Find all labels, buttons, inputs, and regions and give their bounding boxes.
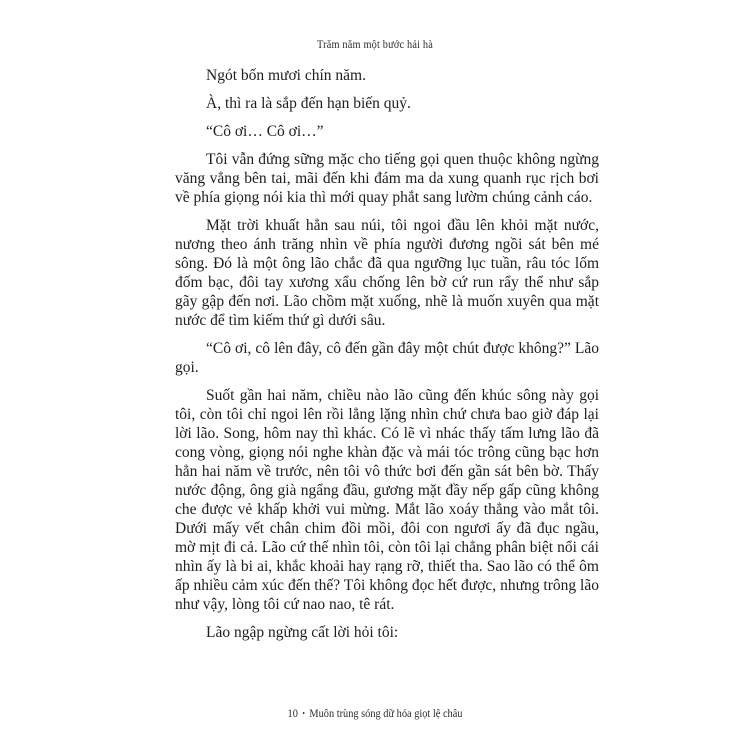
paragraph: “Cô ơi, cô lên đây, cô đến gần đây một chút được không?” Lão gọi. <box>175 340 599 376</box>
paragraph: “Cô ơi… Cô ơi…” <box>206 123 324 140</box>
paragraph: Ngót bốn mươi chín năm. <box>206 67 366 84</box>
footer-separator: • <box>302 708 305 718</box>
running-header <box>53 37 698 52</box>
book-title: Muôn trùng sóng dữ hóa giọt lệ châu <box>309 708 463 720</box>
paragraph: Mặt trời khuất hẳn sau núi, tôi ngoi đầu lên khỏi mặt nước, nương theo ánh trăng nhìn về phía người đương ngồi sát bên mé sông. Đó là một ông lão chắc đã qua ngưỡng lục tuần, râu tóc lốm đốm bạc, đôi tay xương xẩu chống lên bờ cứ run rẩy thể như sắp gãy gập đến nơi. Lão chồm mặt xuống, nhẽ là muốn xuyên qua mặt nước để tìm kiếm thứ gì dưới sâu. <box>175 217 599 329</box>
paragraph: Tôi vẫn đứng sững mặc cho tiếng gọi quen thuộc không ngừng văng vẳng bên tai, mãi đến khi đám ma da xung quanh rục rịch bơi về phía giọng nói kia thì mới quay phắt sang lườm chúng cảnh cáo. <box>175 151 599 206</box>
paragraph: Suốt gần hai năm, chiều nào lão cũng đến khúc sông này gọi tôi, còn tôi chỉ ngoi lên rồi lẳng lặng nhìn chứ chưa bao giờ đáp lại lời lão. Song, hôm nay thì khác. Có lẽ vì nhác thấy tấm lưng lão đã cong vòng, giọng nói nghe khàn đặc và mái tóc trông cũng bạc hơn hẳn hai năm về trước, nên tôi vô thức bơi đến gần sát bên bờ. Thấy nước động, ông già ngẩng đầu, gương mặt đầy nếp gấp cũng không che được vẻ khấp khởi vui mừng. Mắt lão xoáy thẳng vào mắt tôi. Dưới mấy vết chân chim đồi mồi, đôi con ngươi ấy đã đục ngầu, mờ mịt đi cả. Lão cứ thế nhìn tôi, còn tôi lại chẳng phân biệt nổi cái nhìn ấy là bi ai, khắc khoải hay rạng rỡ, thiết tha. Sao lão có thể ôm ấp nhiều cảm xúc đến thế? Tôi không đọc hết được, nhưng trông lão như vậy, lòng tôi cứ nao nao, tê rát. <box>175 387 599 613</box>
paragraph: Lão ngập ngừng cất lời hỏi tôi: <box>206 624 399 641</box>
page-footer <box>38 708 713 720</box>
chapter-title: Trăm năm một bước hải hà <box>317 37 433 51</box>
paragraph: À, thì ra là sắp đến hạn biến quỷ. <box>206 95 411 112</box>
page-number: 10 <box>287 708 298 720</box>
page-body <box>175 66 599 642</box>
